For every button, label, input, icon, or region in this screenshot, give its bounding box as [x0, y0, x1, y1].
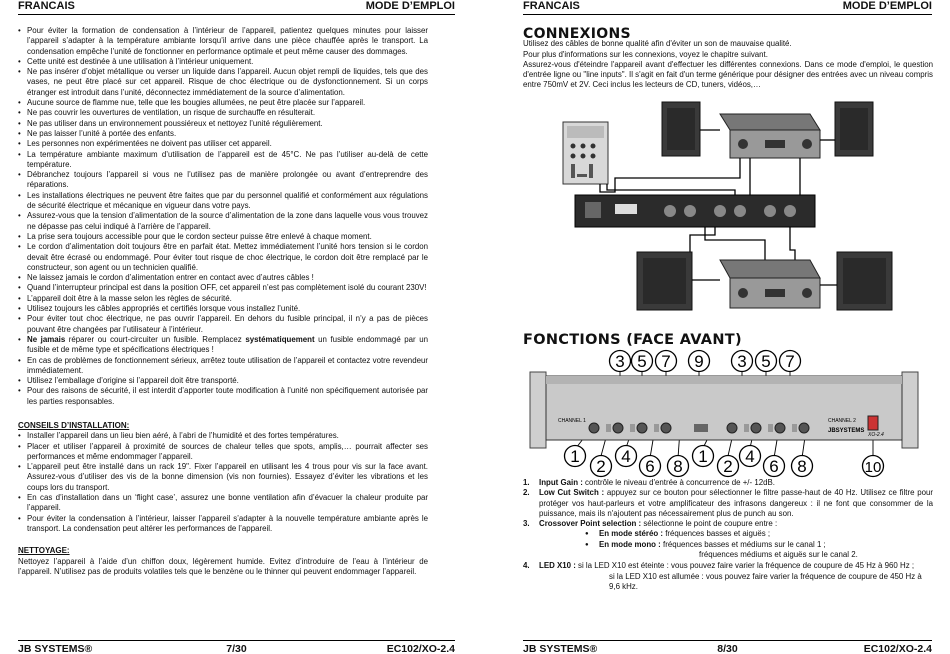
safety-instructions [18, 26, 428, 577]
list-item: • Placer et utiliser l’appareil à proximité de sources de chaleur telles que spots, amplis,… pourrait affecter ses performances et même endommager l’appareil. [18, 442, 428, 463]
callout-label: 9 [694, 352, 704, 371]
callout-1 [693, 446, 714, 467]
subwoofer-image [637, 252, 692, 310]
amplifier-image [720, 114, 820, 158]
connexions-title: CONNEXIONS [523, 26, 631, 42]
amplifier-image [720, 260, 820, 308]
header-language: FRANCAIS [18, 0, 75, 12]
callouts-top [610, 351, 801, 372]
item-number: 1. [523, 478, 530, 487]
footer-brand: JB SYSTEMS® [18, 643, 93, 654]
page-number: 7/30 [226, 643, 247, 654]
list-item: • Pour des raisons de sécurité, il est interdit d’apporter toute modification à l’unité non spécifiquement autorisée par les parties responsables. [18, 386, 428, 407]
callout-label: 3 [737, 352, 747, 371]
list-item: • Ne laissez jamais le cordon d’alimentation entrer en contact avec d’autres câbles ! [18, 273, 428, 283]
callout-label: 3 [615, 352, 625, 371]
callout-label: 6 [769, 457, 779, 476]
list-item: • Pour éviter tout choc électrique, ne pas ouvrir l’appareil. En dehors du fusible principal, il n’y a pas de pièces pouvant être changées par l’utilisateur à l’intérieur. [18, 314, 428, 335]
callouts-bottom [565, 446, 884, 477]
sub-item-title: En mode stéréo : [599, 529, 664, 539]
list-item: • La température ambiante maximum d’utilisation de l’appareil est de 45°C. Ne pas l’utiliser au-delà de cette température. [18, 150, 428, 171]
sub-item-title: En mode mono : [599, 539, 661, 549]
list-item: • Les personnes non expérimentées ne doivent pas utiliser cet appareil. [18, 139, 428, 149]
sub-item [539, 540, 933, 550]
callout-label: 2 [596, 457, 606, 476]
item-number: 3. [523, 519, 530, 529]
header-language: FRANCAIS [523, 0, 580, 12]
callout-1 [565, 446, 586, 467]
body-text: un fusible endommagé par un fusible et de même type et spécifications électriques ! [27, 334, 428, 355]
list-item: • Le cordon d’alimentation doit toujours être en parfait état. Mettez immédiatement l’unité hors tension si le cordon devait être écrasé ou endommagé. Pour éviter tout risque de choc électrique, le cordon doit être remplacé par le constructeur, son agent ou un technicien qualifié. [18, 242, 428, 273]
crossover-front-panel [530, 372, 918, 448]
callout-label: 4 [745, 447, 755, 466]
callout-label: 10 [864, 459, 882, 476]
callout-5 [632, 351, 653, 372]
list-item-fuse [18, 335, 428, 356]
callout-2 [718, 456, 739, 477]
callout-4 [740, 446, 761, 467]
connexions-section [523, 26, 933, 91]
page-header-left [18, 0, 455, 15]
page-number: 8/30 [717, 643, 738, 654]
list-item: • Ne pas insérer d’objet métallique ou verser un liquide dans l’appareil. Aucun objet rempli de liquides, tels que des vases, ne peut être placé sur cet appareil. Risque de choc électrique ou de dysfonctionnement. Si un corps étranger est introduit dans l’unité, déconnectez immédiatement de la source d’alimentation. [18, 67, 428, 98]
connection-diagram [555, 100, 945, 320]
callout-6 [640, 456, 661, 477]
item-number: 4. [523, 561, 530, 571]
callout-8 [668, 456, 689, 477]
list-item [523, 488, 933, 519]
list-item: • Pour éviter la condensation à l’intérieur, laisser l’appareil s’adapter à la nouvelle température ambiante après le transport. La condensation peut altérer les performances de l’appareil. [18, 514, 428, 535]
callout-label: 8 [673, 457, 683, 476]
install-list [18, 431, 428, 534]
callout-3 [610, 351, 631, 372]
connexions-paragraph: Assurez-vous d'éteindre l'appareil avant d'effectuer les différentes connexions. Dans ce mode d'emploi, le question d'entrée ligne ou "line inputs". Il s'agit en fait d'un terme générique pour désigner des entrées avec un niveau compris entre 750mV et 2V. Ceci inclus les lecteurs de CD, tuners, vidéos,… [523, 59, 933, 90]
list-item: • Installer l’appareil dans un lieu bien aéré, à l’abri de l’humidité et des fortes températures. [18, 431, 428, 441]
callout-label: 5 [761, 352, 771, 371]
list-item: • Ne pas utiliser dans un environnement poussiéreux et nettoyez l’unité régulièrement. [18, 119, 428, 129]
callout-label: 5 [637, 352, 647, 371]
callout-label: 1 [570, 447, 580, 466]
list-item: • Quand l’interrupteur principal est dans la position OFF, cet appareil n’est pas complètement isolé du courant 230V! [18, 283, 428, 293]
item-title: Low Cut Switch : [539, 488, 605, 498]
page-footer-right [523, 640, 932, 654]
list-item: • Ne pas couvrir les ouvertures de ventilation, un risque de surchauffe en résulterait. [18, 108, 428, 118]
page-header-right [523, 0, 932, 15]
connexions-line: Pour plus d'informations sur les connexions, voyez le chapitre suivant. [523, 49, 768, 59]
sub-item-continued: fréquences médiums et aiguës sur le canal 2. [699, 550, 858, 560]
cleaning-text: Nettoyez l’appareil à l’aide d’un chiffon doux, légèrement humide. Evitez d’introduire de l’eau à l’intérieur de l’appareil. N’utilisez pas de produits volatiles tels que le benzène ou le thinner qui peuvent endommager l’appareil. [18, 556, 428, 576]
callout-label: 2 [723, 457, 733, 476]
sub-item-text: fréquences basses et aiguës ; [663, 529, 771, 539]
callout-2 [591, 456, 612, 477]
list-item: • Les installations électriques ne peuvent être faites que par du personnel qualifié et conformément aux régulations de sécurité électrique et mécanique en vigueur dans votre pays. [18, 191, 428, 212]
cleaning-title: NETTOYAGE: [18, 546, 70, 556]
mixer-image [563, 122, 608, 184]
list-item: • Pour éviter la formation de condensation à l’intérieur de l’appareil, patientez quelques minutes pour laisser l’appareil s’adapter à la température ambiante lorsqu’il arrive dans une pièce chauffée après le transport. La condensation empêche l’unité de fonctionner en performance optimale et peut même causer des dommages. [18, 26, 428, 57]
list-item: • L’appareil doit être à la masse selon les règles de sécurité. [18, 294, 428, 304]
sub-item [539, 529, 933, 539]
crossover-rear-image [575, 195, 815, 227]
callout-label: 6 [645, 457, 655, 476]
list-item [523, 519, 933, 560]
callout-label: 4 [621, 447, 631, 466]
list-item: • Assurez-vous que la tension d’alimentation de la source d’alimentation de la zone dans laquelle vous vous trouvez ne dépasse pas celui indiqué à l’arrière de l’appareil. [18, 211, 428, 232]
callout-5 [756, 351, 777, 372]
callout-7 [656, 351, 677, 372]
list-item: • Utilisez l’emballage d’origine si l’appareil doit être transporté. [18, 376, 428, 386]
list-item [523, 561, 933, 592]
install-title: CONSEILS D’INSTALLATION: [18, 420, 130, 430]
sub-item-text: fréquences basses et médiums sur le canal 1 ; [660, 539, 826, 549]
channel-label: CHANNEL 2 [828, 418, 856, 424]
item-text-continued: si la LED X10 est allumée : vous pouvez faire varier la fréquence de coupure de 450 Hz à 9,6 kHz. [609, 571, 922, 591]
speaker-image [835, 102, 873, 156]
item-title: LED X10 : [539, 561, 576, 571]
callout-label: 1 [698, 447, 708, 466]
list-item [523, 478, 933, 488]
body-text: réparer ou court-circuiter un fusible. Remplacez [65, 334, 246, 344]
callout-label: 7 [661, 352, 671, 371]
front-panel-diagram [528, 348, 920, 478]
item-title: Input Gain : [539, 478, 583, 487]
callout-6 [764, 456, 785, 477]
emphasis-text: systématiquement [245, 334, 315, 344]
item-text: sélectionne le point de coupure entre : [641, 519, 778, 529]
item-text: contrôle le niveau d'entrée à concurrence de +/- 12dB. [582, 478, 775, 487]
item-text: si la LED X10 est éteinte : vous pouvez faire varier la fréquence de coupure de 45 Hz à 960 Hz ; [575, 561, 915, 571]
list-item: • Débranchez toujours l’appareil si vous ne l’utilisez pas de manière prolongée ou avant d’entreprendre des réparations. [18, 170, 428, 191]
list-item: • Utilisez toujours les câbles appropriés et certifiés lorsque vous installez l’unité. [18, 304, 428, 314]
list-item: • En cas d’installation dans un ‘flight case’, assurez une bonne ventilation afin d’évacuer la chaleur produite par l’appareil. [18, 493, 428, 514]
callout-3 [732, 351, 753, 372]
list-item: • L’appareil peut être installé dans un rack 19". Fixer l’appareil en utilisant les 4 trous pour vis sur la face avant. Assurez-vous d’utiliser des vis de la bonne dimension (vis non fournies). Essayez d’éviter les vibrations et les coups lors du transport. [18, 462, 428, 493]
item-number: 2. [523, 488, 530, 498]
page-footer-left [18, 640, 455, 654]
functions-list [523, 478, 933, 592]
callout-4 [616, 446, 637, 467]
list-item: • Cette unité est destinée à une utilisation à l’intérieur uniquement. [18, 57, 428, 67]
callout-label: 8 [797, 457, 807, 476]
item-text: appuyez sur ce bouton pour sélectionner le filtre passe-haut de 40 Hz. Utilisez ce filtre pour protéger vos haut-parleurs et votre amplificateur des infrasons dangereux : il ne font que consommer de la puissance, mais ils n'ajoutent pas nécessairement plus de punch au son. [539, 488, 933, 518]
list-item: • En cas de problèmes de fonctionnement sérieux, arrêtez toute utilisation de l’appareil et contactez votre revendeur immédiatement. [18, 356, 428, 377]
callout-label: 7 [785, 352, 795, 371]
footer-model: EC102/XO-2.4 [863, 643, 932, 654]
model-label: XO-2.4 [868, 432, 884, 438]
callout-7 [780, 351, 801, 372]
header-manual: MODE D’EMPLOI [842, 0, 932, 12]
emphasis-text: Ne jamais [27, 334, 66, 344]
footer-brand: JB SYSTEMS® [523, 643, 598, 654]
fonctions-title: FONCTIONS (FACE AVANT) [523, 332, 742, 348]
item-title: Crossover Point selection : [539, 519, 642, 529]
footer-model: EC102/XO-2.4 [386, 643, 455, 654]
list-item: • Aucune source de flamme nue, telle que les bougies allumées, ne peut être placée sur l’appareil. [18, 98, 428, 108]
list-item: • La prise sera toujours accessible pour que le cordon secteur puisse être enlevé à chaque moment. [18, 232, 428, 242]
callout-8 [792, 456, 813, 477]
subwoofer-image [837, 252, 892, 310]
brand-label: JBSYSTEMS [828, 428, 865, 434]
connexions-line: Utilisez des câbles de bonne qualité afin d'éviter un son de mauvaise qualité. [523, 39, 792, 49]
list-item: • Ne pas laisser l’unité à portée des enfants. [18, 129, 428, 139]
callout-9 [689, 351, 710, 372]
callout-10 [863, 456, 884, 477]
safety-list [18, 26, 428, 407]
speaker-image [662, 102, 700, 156]
channel-label: CHANNEL 1 [558, 418, 586, 424]
header-manual: MODE D’EMPLOI [365, 0, 455, 12]
